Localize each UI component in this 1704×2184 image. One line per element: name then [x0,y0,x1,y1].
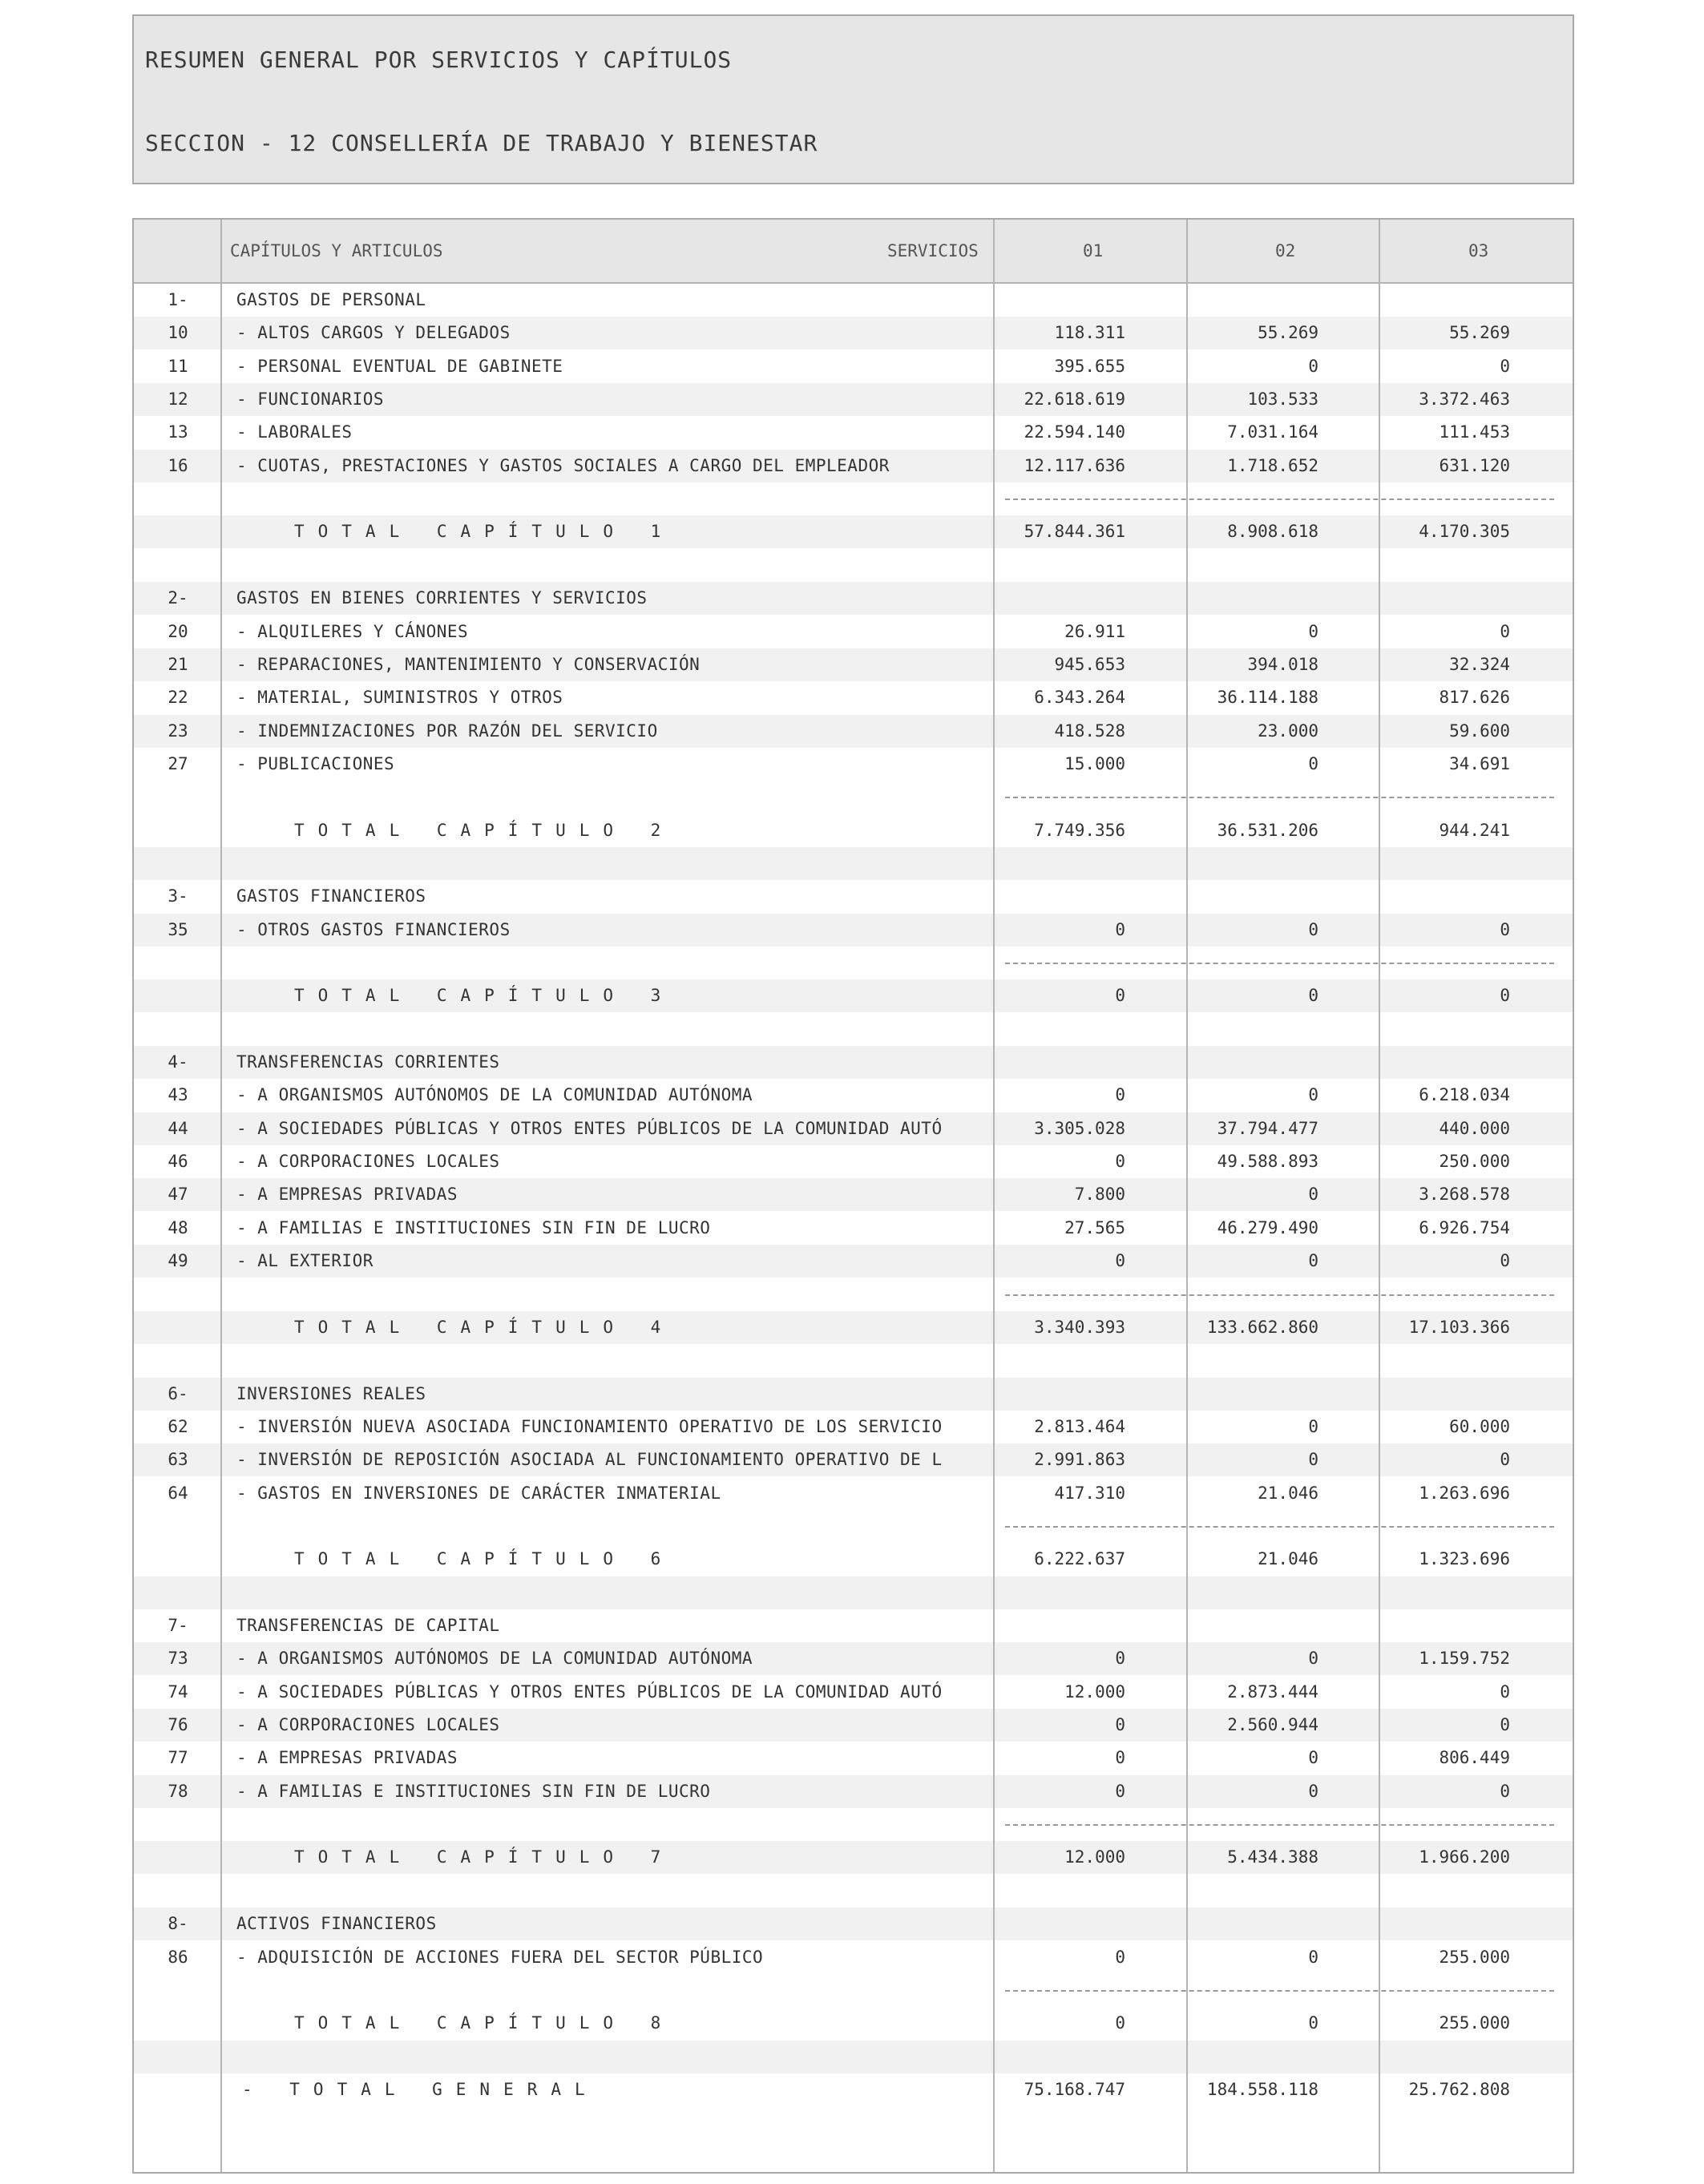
row-description: - TOTAL GENERAL [242,2079,599,2099]
row-code: 49 [168,1251,188,1271]
value-servicio-01: 27.565 [1064,1217,1125,1237]
row-code: 78 [168,1781,188,1801]
value-servicio-01: 3.340.393 [1034,1317,1125,1337]
row-description: - A FAMILIAS E INSTITUCIONES SIN FIN DE LUCRO [236,1781,711,1801]
value-servicio-02: 0 [1308,1416,1318,1436]
row-code: 8- [168,1914,188,1934]
header-capitulos: CAPÍTULOS Y ARTICULOS [230,241,443,260]
row-description: ACTIVOS FINANCIEROS [236,1914,437,1934]
value-servicio-02: 2.873.444 [1227,1681,1318,1702]
subtotal-separator [1005,963,1554,964]
row-description: - A SOCIEDADES PÚBLICAS Y OTROS ENTES PÚBLICOS DE LA COMUNIDAD AUTÓ [236,1118,943,1138]
value-servicio-02: 0 [1308,753,1318,773]
value-servicio-01: 0 [1115,1947,1125,1967]
value-servicio-02: 0 [1308,1185,1318,1205]
subtotal-separator [1005,1824,1554,1826]
value-servicio-01: 0 [1115,1715,1125,1735]
value-servicio-03: 34.691 [1449,753,1510,773]
article-row [134,1642,1573,1675]
value-servicio-02: 184.558.118 [1206,2079,1318,2099]
value-servicio-03: 55.269 [1449,323,1510,343]
value-servicio-01: 0 [1115,1781,1125,1801]
value-servicio-01: 6.343.264 [1034,688,1125,708]
row-description: TRANSFERENCIAS CORRIENTES [236,1052,500,1072]
value-servicio-03: 59.600 [1449,721,1510,741]
row-description: - A CORPORACIONES LOCALES [236,1152,500,1172]
value-servicio-02: 0 [1308,621,1318,641]
value-servicio-01: 0 [1115,919,1125,939]
row-code: 10 [168,323,188,343]
header-servicios: SERVICIOS [887,241,979,260]
row-code: 63 [168,1450,188,1470]
row-code: 44 [168,1118,188,1138]
article-row [134,681,1573,714]
value-servicio-01: 3.305.028 [1034,1118,1125,1138]
value-servicio-03 [1350,1378,1510,1411]
subtotal-separator [1005,1294,1554,1296]
value-servicio-03 [1350,1046,1510,1079]
value-servicio-03 [1350,1907,1510,1940]
row-code: 7- [168,1616,188,1635]
subtotal-separator [1005,797,1554,798]
row-description: - INVERSIÓN NUEVA ASOCIADA FUNCIONAMIENTO OPERATIVO DE LOS SERVICIO [236,1416,943,1436]
value-servicio-02: 36.531.206 [1217,820,1318,840]
row-description: TOTAL CAPÍTULO 3 [294,986,675,1006]
value-servicio-01: 0 [1115,1085,1125,1105]
row-description: - INDEMNIZACIONES POR RAZÓN DEL SERVICIO [236,721,658,741]
row-description: - A SOCIEDADES PÚBLICAS Y OTROS ENTES PÚBLICOS DE LA COMUNIDAD AUTÓ [236,1681,943,1702]
row-code: 76 [168,1715,188,1735]
header-col-03: 03 [1468,241,1489,260]
row-code: 6- [168,1383,188,1403]
row-code: 35 [168,919,188,939]
article-row [134,1145,1573,1178]
row-description: - MATERIAL, SUMINISTROS Y OTROS [236,688,563,708]
row-description: TOTAL CAPÍTULO 1 [294,522,675,542]
value-servicio-01: 0 [1115,1152,1125,1172]
value-servicio-03: 6.218.034 [1419,1085,1510,1105]
blank-row [134,1344,1573,1377]
value-servicio-01: 0 [1115,1251,1125,1271]
value-servicio-03: 440.000 [1439,1118,1510,1138]
value-servicio-03: 3.372.463 [1419,390,1510,410]
header-col-02: 02 [1275,241,1296,260]
value-servicio-03: 60.000 [1449,1416,1510,1436]
article-row [134,350,1573,383]
value-servicio-02: 0 [1308,1781,1318,1801]
value-servicio-02 [1158,880,1318,913]
article-row [134,1477,1573,1510]
article-row [134,1112,1573,1145]
row-code: 4- [168,1052,188,1072]
value-servicio-03: 0 [1500,1781,1510,1801]
value-servicio-02: 1.718.652 [1227,455,1318,475]
article-row [134,715,1573,748]
article-row [134,450,1573,482]
column-divider [1379,220,1380,2172]
value-servicio-03 [1350,1609,1510,1642]
section-title: SECCION - 12 CONSELLERÍA DE TRABAJO Y BIENESTAR [145,130,818,156]
value-servicio-01: 6.222.637 [1034,1549,1125,1569]
value-servicio-03: 0 [1500,919,1510,939]
value-servicio-01: 57.844.361 [1024,522,1125,542]
value-servicio-01: 0 [1115,2013,1125,2033]
chapter-total-row [134,1841,1573,1874]
subtotal-separator [1005,499,1554,500]
value-servicio-01 [965,1378,1125,1411]
row-code [134,515,222,548]
value-servicio-02: 0 [1308,986,1318,1006]
row-code [134,1841,222,1874]
value-servicio-03: 0 [1500,1450,1510,1470]
row-code [134,2007,222,2040]
row-description: - GASTOS EN INVERSIONES DE CARÁCTER INMATERIAL [236,1483,721,1503]
value-servicio-03: 250.000 [1439,1152,1510,1172]
row-description: INVERSIONES REALES [236,1383,426,1403]
row-description: GASTOS DE PERSONAL [236,290,426,309]
row-code: 3- [168,886,188,906]
row-description: - CUOTAS, PRESTACIONES Y GASTOS SOCIALES A CARGO DEL EMPLEADOR [236,455,890,475]
row-description: GASTOS FINANCIEROS [236,886,426,906]
value-servicio-02: 36.114.188 [1217,688,1318,708]
value-servicio-01: 12.000 [1064,1847,1125,1867]
value-servicio-01: 15.000 [1064,753,1125,773]
value-servicio-01 [965,1907,1125,1940]
value-servicio-01: 118.311 [1054,323,1125,343]
row-description: - A CORPORACIONES LOCALES [236,1715,500,1735]
value-servicio-02: 0 [1308,356,1318,376]
article-row [134,1245,1573,1278]
value-servicio-02: 0 [1308,1748,1318,1768]
row-code [134,1543,222,1576]
value-servicio-03: 631.120 [1439,455,1510,475]
value-servicio-01: 22.594.140 [1024,422,1125,442]
report-title: RESUMEN GENERAL POR SERVICIOS Y CAPÍTULOS [145,46,733,73]
article-row [134,914,1573,947]
article-row [134,1411,1573,1443]
row-code: 2- [168,588,188,608]
value-servicio-01: 12.117.636 [1024,455,1125,475]
article-row [134,383,1573,416]
report-header [132,14,1574,184]
value-servicio-02: 394.018 [1247,654,1318,674]
row-code [134,979,222,1012]
value-servicio-01: 945.653 [1054,654,1125,674]
row-description: - A ORGANISMOS AUTÓNOMOS DE LA COMUNIDAD AUTÓNOMA [236,1085,753,1105]
row-code: 46 [168,1152,188,1172]
row-code: 86 [168,1947,188,1967]
article-row [134,1443,1573,1476]
row-code: 47 [168,1185,188,1205]
value-servicio-02 [1158,582,1318,615]
row-description: - A EMPRESAS PRIVADAS [236,1748,458,1768]
blank-row [134,2041,1573,2073]
row-description: - A ORGANISMOS AUTÓNOMOS DE LA COMUNIDAD AUTÓNOMA [236,1649,753,1669]
chapter-row [134,1378,1573,1411]
value-servicio-03: 1.323.696 [1419,1549,1510,1569]
row-description: - ALTOS CARGOS Y DELEGADOS [236,323,511,343]
value-servicio-01 [965,1046,1125,1079]
value-servicio-03: 3.268.578 [1419,1185,1510,1205]
column-divider [1186,220,1188,2172]
row-description: - OTROS GASTOS FINANCIEROS [236,919,511,939]
row-code: 77 [168,1748,188,1768]
row-code: 43 [168,1085,188,1105]
value-servicio-03 [1350,284,1510,317]
value-servicio-01: 418.528 [1054,721,1125,741]
value-servicio-01: 0 [1115,1649,1125,1669]
value-servicio-03: 0 [1500,356,1510,376]
blank-row [134,549,1573,582]
chapter-total-row [134,979,1573,1012]
blank-row [134,1013,1573,1046]
row-code [134,1311,222,1344]
column-divider [993,220,995,2172]
row-description: - PUBLICACIONES [236,753,395,773]
table-header [134,220,1573,284]
value-servicio-03: 1.263.696 [1419,1483,1510,1503]
blank-row [134,1875,1573,1907]
value-servicio-01: 2.813.464 [1034,1416,1125,1436]
value-servicio-01: 0 [1115,986,1125,1006]
value-servicio-01: 395.655 [1054,356,1125,376]
row-code: 16 [168,455,188,475]
value-servicio-02: 21.046 [1258,1549,1318,1569]
column-divider [220,220,222,2172]
row-code: 64 [168,1483,188,1503]
value-servicio-01: 417.310 [1054,1483,1125,1503]
row-description: - INVERSIÓN DE REPOSICIÓN ASOCIADA AL FUNCIONAMIENTO OPERATIVO DE L [236,1450,943,1470]
value-servicio-02 [1158,1907,1318,1940]
value-servicio-02: 0 [1308,1085,1318,1105]
value-servicio-01 [965,284,1125,317]
row-description: TOTAL CAPÍTULO 2 [294,820,675,840]
value-servicio-01 [965,582,1125,615]
blank-row [134,847,1573,880]
value-servicio-03: 817.626 [1439,688,1510,708]
article-row [134,1178,1573,1211]
value-servicio-02: 7.031.164 [1227,422,1318,442]
row-description: - LABORALES [236,422,353,442]
row-code: 12 [168,390,188,410]
article-row [134,1212,1573,1245]
row-code: 23 [168,721,188,741]
value-servicio-02: 103.533 [1247,390,1318,410]
chapter-total-row [134,1311,1573,1344]
chapter-row [134,582,1573,615]
row-code: 27 [168,753,188,773]
value-servicio-03: 0 [1500,1251,1510,1271]
value-servicio-03 [1350,880,1510,913]
value-servicio-01 [965,1609,1125,1642]
value-servicio-02: 37.794.477 [1217,1118,1318,1138]
article-row [134,416,1573,449]
budget-table [132,218,1574,2174]
chapter-total-row [134,2007,1573,2040]
value-servicio-03: 0 [1500,986,1510,1006]
row-description: TRANSFERENCIAS DE CAPITAL [236,1616,500,1635]
value-servicio-01: 22.618.619 [1024,390,1125,410]
row-description: - REPARACIONES, MANTENIMIENTO Y CONSERVACIÓN [236,654,701,674]
chapter-total-row [134,1543,1573,1576]
row-code: 13 [168,422,188,442]
value-servicio-03: 806.449 [1439,1748,1510,1768]
row-description: TOTAL CAPÍTULO 4 [294,1317,675,1337]
value-servicio-03: 255.000 [1439,1947,1510,1967]
article-row [134,317,1573,349]
chapter-row [134,1046,1573,1079]
value-servicio-01: 7.749.356 [1034,820,1125,840]
chapter-row [134,880,1573,913]
row-code: 1- [168,290,188,309]
value-servicio-01: 0 [1115,1748,1125,1768]
row-description: - ALQUILERES Y CÁNONES [236,621,469,641]
row-description: - A FAMILIAS E INSTITUCIONES SIN FIN DE LUCRO [236,1217,711,1237]
row-code: 20 [168,621,188,641]
article-row [134,1676,1573,1709]
value-servicio-02: 0 [1308,2013,1318,2033]
row-code [134,814,222,847]
chapter-row [134,1609,1573,1642]
article-row [134,1941,1573,1974]
value-servicio-03: 25.762.808 [1408,2079,1510,2099]
subtotal-separator [1005,1526,1554,1528]
chapter-row [134,1907,1573,1940]
value-servicio-01: 2.991.863 [1034,1450,1125,1470]
article-row [134,616,1573,648]
value-servicio-02: 46.279.490 [1217,1217,1318,1237]
value-servicio-02: 0 [1308,1947,1318,1967]
article-row [134,1742,1573,1774]
row-code [134,2073,222,2106]
value-servicio-01 [965,880,1125,913]
value-servicio-03: 255.000 [1439,2013,1510,2033]
value-servicio-03: 944.241 [1439,820,1510,840]
header-col-01: 01 [1083,241,1104,260]
row-code: 62 [168,1416,188,1436]
value-servicio-01: 7.800 [1074,1185,1125,1205]
value-servicio-02 [1158,1378,1318,1411]
chapter-total-row [134,814,1573,847]
value-servicio-01: 75.168.747 [1024,2079,1125,2099]
value-servicio-02: 0 [1308,919,1318,939]
article-row [134,648,1573,681]
row-code: 11 [168,356,188,376]
article-row [134,1709,1573,1742]
row-code: 48 [168,1217,188,1237]
value-servicio-03: 111.453 [1439,422,1510,442]
value-servicio-03: 6.926.754 [1419,1217,1510,1237]
article-row [134,748,1573,781]
value-servicio-02: 23.000 [1258,721,1318,741]
row-code: 74 [168,1681,188,1702]
blank-row [134,1576,1573,1609]
value-servicio-02: 21.046 [1258,1483,1318,1503]
row-description: TOTAL CAPÍTULO 8 [294,2013,675,2033]
row-description: - FUNCIONARIOS [236,390,385,410]
value-servicio-03: 1.966.200 [1419,1847,1510,1867]
row-description: - ADQUISICIÓN DE ACCIONES FUERA DEL SECTOR PÚBLICO [236,1947,764,1967]
chapter-total-row [134,515,1573,548]
value-servicio-02: 0 [1308,1649,1318,1669]
value-servicio-03: 0 [1500,1715,1510,1735]
row-description: - A EMPRESAS PRIVADAS [236,1185,458,1205]
article-row [134,1079,1573,1112]
value-servicio-02: 5.434.388 [1227,1847,1318,1867]
row-code: 73 [168,1649,188,1669]
value-servicio-01: 26.911 [1064,621,1125,641]
value-servicio-01: 12.000 [1064,1681,1125,1702]
value-servicio-02: 55.269 [1258,323,1318,343]
value-servicio-03: 1.159.752 [1419,1649,1510,1669]
row-description: - PERSONAL EVENTUAL DE GABINETE [236,356,563,376]
value-servicio-03: 0 [1500,621,1510,641]
row-code: 21 [168,654,188,674]
row-code: 22 [168,688,188,708]
value-servicio-02 [1158,284,1318,317]
row-description: TOTAL CAPÍTULO 7 [294,1847,675,1867]
value-servicio-02: 49.588.893 [1217,1152,1318,1172]
row-description: GASTOS EN BIENES CORRIENTES Y SERVICIOS [236,588,648,608]
value-servicio-02: 0 [1308,1450,1318,1470]
article-row [134,1775,1573,1808]
chapter-row [134,284,1573,317]
value-servicio-02 [1158,1609,1318,1642]
grand-total-row [134,2073,1573,2106]
value-servicio-02: 133.662.860 [1206,1317,1318,1337]
value-servicio-02: 8.908.618 [1227,522,1318,542]
value-servicio-03: 32.324 [1449,654,1510,674]
value-servicio-02 [1158,1046,1318,1079]
value-servicio-03: 4.170.305 [1419,522,1510,542]
value-servicio-03 [1350,582,1510,615]
value-servicio-03: 0 [1500,1681,1510,1702]
row-description: - AL EXTERIOR [236,1251,374,1271]
row-description: TOTAL CAPÍTULO 6 [294,1549,675,1569]
value-servicio-02: 2.560.944 [1227,1715,1318,1735]
value-servicio-02: 0 [1308,1251,1318,1271]
subtotal-separator [1005,1990,1554,1992]
value-servicio-03: 17.103.366 [1408,1317,1510,1337]
